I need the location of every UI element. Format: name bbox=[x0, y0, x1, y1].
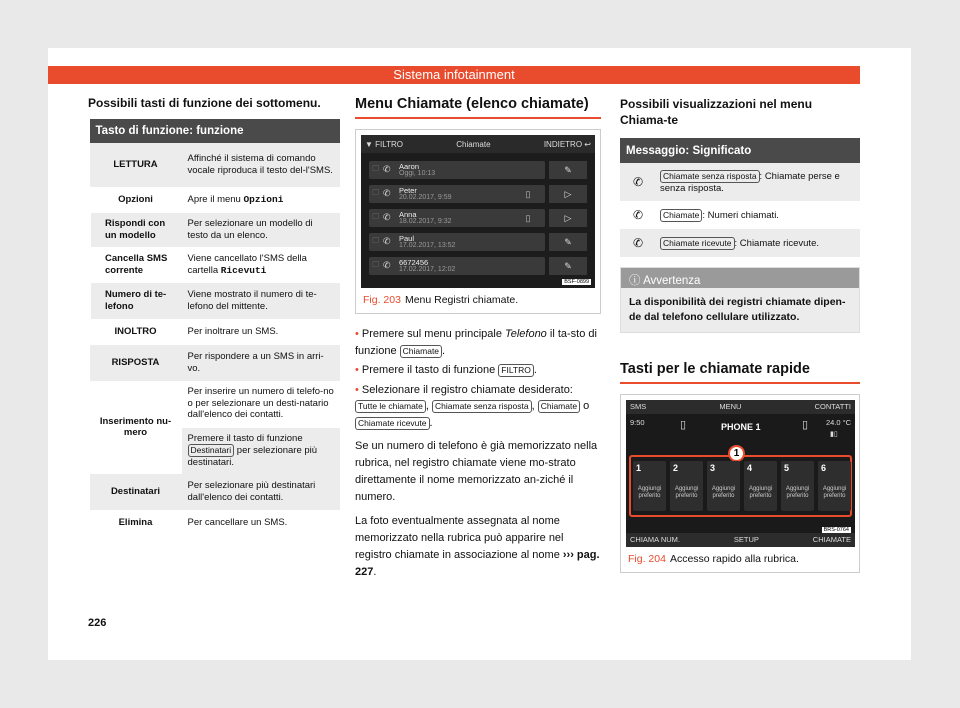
image-code: BRS-0764 bbox=[823, 526, 849, 533]
mobile-icon: ▯ bbox=[525, 189, 531, 199]
table-cell-value: Per rispondere a un SMS in arri-vo. bbox=[182, 345, 341, 381]
paragraph: La foto eventualmente assegnata al nome memorizzato nella rubrica può apparire nel registro chiamate in associazione al nome ››› pag. 227. bbox=[355, 515, 600, 579]
section-heading: Tasti per le chiamate rapide bbox=[620, 361, 860, 384]
filter-icon: ▼ bbox=[365, 139, 376, 149]
warning-text: La disponibilità dei registri chiamate dipen-de dal telefono cellulare utilizzato. bbox=[621, 288, 859, 331]
table-cell-value: Chiamate : Numeri chiamati. bbox=[656, 201, 860, 229]
table-cell-key: Cancella SMS corrente bbox=[90, 247, 182, 283]
calls-button[interactable]: CHIAMATE bbox=[812, 534, 851, 544]
outgoing-call-icon: ✆ bbox=[620, 201, 656, 229]
list-item: • Premere sul menu principale Telefono il ta-sto di funzione Chiamate . bbox=[355, 328, 597, 357]
function-keys-column bbox=[88, 96, 340, 536]
table-cell-value: Per selezionare un modello di testo da un elenco. bbox=[182, 213, 341, 247]
call-list-item[interactable]: ☐ ✆ 6672456 17.02.2017, 12:02 bbox=[369, 257, 545, 275]
table-cell-value: Chiamate ricevute : Chiamate ricevute. bbox=[656, 229, 860, 257]
outgoing-call-icon: ✆ bbox=[383, 212, 391, 222]
table-cell-key: Elimina bbox=[90, 510, 182, 536]
table-cell-key: Inserimento nu-mero bbox=[90, 381, 182, 474]
screen-title: Chiamate bbox=[456, 139, 491, 149]
back-button[interactable]: INDIETRO ↩ bbox=[543, 139, 591, 149]
table-cell-value: Per cancellare un SMS. bbox=[182, 510, 341, 536]
screen-top-bar bbox=[361, 135, 595, 153]
edit-icon[interactable]: ✎ bbox=[549, 233, 587, 251]
table-cell-value: Per selezionare più destinatari dall'elenco dei contatti. bbox=[182, 474, 341, 510]
function-keys-table bbox=[88, 119, 340, 536]
info-icon: ⓘ bbox=[629, 275, 644, 288]
filter-button[interactable]: ▼ FILTRO bbox=[365, 139, 403, 149]
incoming-call-icon: ✆ bbox=[383, 260, 391, 270]
table-cell-key: LETTURA bbox=[90, 143, 182, 187]
warning-box bbox=[620, 267, 860, 332]
speed-dial-screen bbox=[626, 400, 855, 547]
figure-caption: Fig. 204 Accesso rapido alla rubrica. bbox=[628, 552, 799, 565]
speed-dial-tile[interactable]: 6 Aggiungi preferito bbox=[818, 461, 851, 511]
clock: 9:50 bbox=[630, 417, 645, 427]
section-heading: Menu Chiamate (elenco chiamate) bbox=[355, 96, 601, 119]
phone-name: PHONE 1 bbox=[721, 421, 761, 432]
list-item: • Selezionare il registro chiamate desiderato: Tutte le chiamate , Chiamate senza risposta , Chiamate o Chiamate ricevute . bbox=[355, 383, 590, 429]
incoming-call-icon: ✆ bbox=[620, 229, 656, 257]
incoming-call-icon: ✆ bbox=[383, 236, 391, 246]
table-cell-value: Chiamate senza risposta : Chiamate perse e senza risposta. bbox=[656, 163, 860, 201]
figure-203 bbox=[355, 129, 601, 314]
paragraph: Se un numero di telefono è già memorizzato nella rubrica, nel registro chiamate viene mo-strato direttamente il nome memorizzato an-ziché il numero. bbox=[355, 440, 598, 504]
speed-dial-tile[interactable]: 4 Aggiungi preferito bbox=[744, 461, 777, 511]
screen-top-bar bbox=[626, 400, 855, 414]
outgoing-call-icon: ✆ bbox=[383, 188, 391, 198]
setup-button[interactable]: SETUP bbox=[733, 534, 759, 544]
mobile-icon: ▯ bbox=[525, 213, 531, 223]
dial-number-button[interactable]: CHIAMA NUM. bbox=[630, 534, 681, 544]
call-list-item[interactable]: ☐ ✆ Peter 20.02.2017, 9:59 bbox=[369, 185, 545, 203]
menu-button[interactable]: MENU bbox=[719, 401, 742, 411]
section-header: Sistema infotainment bbox=[48, 66, 860, 84]
call-list-item[interactable]: ☐ ✆ Aaron Oggi, 10:13 bbox=[369, 161, 545, 179]
phone-icon: ▯ bbox=[802, 418, 809, 431]
table-cell-key: Destinatari bbox=[90, 474, 182, 510]
missed-call-icon: ✆ bbox=[383, 164, 391, 174]
play-icon[interactable]: ▷ bbox=[549, 209, 587, 227]
table-cell-value: Affinché il sistema di comando vocale riproduca il testo del-l'SMS. bbox=[182, 143, 341, 187]
table-cell-key: Numero di te-lefono bbox=[90, 283, 182, 319]
table-cell-value: Per inserire un numero di telefo-no o per selezionare un desti-natario dall'elenco dei contatti. Premere il tasto di funzione Destinatari per selezionare più destinatari. bbox=[182, 381, 341, 474]
speed-dial-tile[interactable]: 1 Aggiungi preferito bbox=[633, 461, 666, 511]
back-arrow-icon: ↩ bbox=[582, 139, 591, 149]
table-cell-value: Viene cancellato l'SMS della cartella Ricevuti bbox=[182, 247, 341, 283]
table-cell-key: Opzioni bbox=[90, 187, 182, 213]
table-cell-value: Apre il menu Opzioni bbox=[182, 187, 341, 213]
table-header: Messaggio: Significato bbox=[620, 138, 860, 163]
missed-call-icon: ✆ bbox=[620, 163, 656, 201]
table-cell-value: Viene mostrato il numero di te-lefono del mittente. bbox=[182, 283, 341, 319]
screen-bottom-bar bbox=[626, 533, 855, 547]
page-reference[interactable]: ››› pag. 227 bbox=[355, 549, 600, 579]
edit-icon[interactable]: ✎ bbox=[549, 257, 587, 275]
speed-dial-tile[interactable]: 3 Aggiungi preferito bbox=[707, 461, 740, 511]
intro-text: Possibili visualizzazioni nel menu Chiama-te bbox=[620, 97, 813, 128]
edit-icon[interactable]: ✎ bbox=[549, 161, 587, 179]
table-cell-value: Per inoltrare un SMS. bbox=[182, 319, 341, 345]
instruction-list bbox=[355, 326, 601, 431]
table-cell-key: INOLTRO bbox=[90, 319, 182, 345]
call-list-screen bbox=[361, 135, 595, 288]
figure-204 bbox=[620, 394, 860, 573]
figure-caption: Fig. 203 Menu Registri chiamate. bbox=[363, 294, 519, 306]
warning-header: ⓘ Avvertenza bbox=[621, 268, 859, 288]
display-column bbox=[620, 96, 860, 573]
speed-dial-tile[interactable]: 2 Aggiungi preferito bbox=[670, 461, 703, 511]
call-list-item[interactable]: ☐ ✆ Paul 17.02.2017, 13:52 bbox=[369, 233, 545, 251]
call-list-item[interactable]: ☐ ✆ Anna 18.02.2017, 9:32 bbox=[369, 209, 545, 227]
table-cell-key: RISPOSTA bbox=[90, 345, 182, 381]
phone-icon: ▯ bbox=[680, 418, 687, 431]
speed-dial-tile[interactable]: 5 Aggiungi preferito bbox=[781, 461, 814, 511]
page-number: 226 bbox=[88, 617, 107, 629]
callout-number: 1 bbox=[728, 445, 745, 462]
contacts-button[interactable]: CONTATTI bbox=[814, 401, 851, 411]
list-item: • Premere il tasto di funzione FILTRO . bbox=[355, 364, 537, 376]
table-cell-key: Rispondi con un modello bbox=[90, 213, 182, 247]
intro-text: Possibili tasti di funzione dei sottomenu. bbox=[88, 96, 321, 110]
image-code: BSF-0899 bbox=[564, 279, 589, 285]
signal-icon: ▮▯ bbox=[830, 430, 838, 438]
call-menu-column bbox=[355, 96, 601, 581]
play-icon[interactable]: ▷ bbox=[549, 185, 587, 203]
temperature: 24.0 °C bbox=[826, 417, 852, 427]
sms-button[interactable]: SMS bbox=[630, 401, 647, 411]
messages-table bbox=[620, 138, 860, 257]
table-header: Tasto di funzione: funzione bbox=[90, 119, 341, 143]
